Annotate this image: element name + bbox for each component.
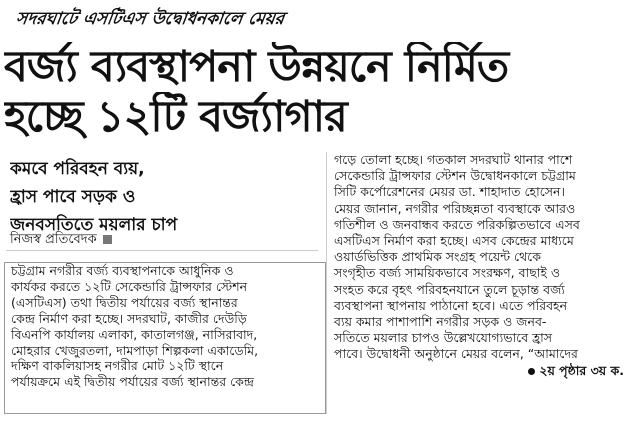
headline-line-1: বর্জ্য ব্যবস্থাপনা উন্নয়নে নির্মিত bbox=[4, 42, 509, 92]
article-headline bbox=[4, 42, 632, 142]
body-line: সিটি কর্পোরেশনের মেয়র ডা. শাহাদাত হোসেন। bbox=[334, 184, 565, 200]
body-line: পাবে। উদ্বোধনী অনুষ্ঠানে মেয়র বলেন, “আমাদের bbox=[334, 346, 578, 362]
bullet-icon bbox=[528, 368, 535, 375]
article-kicker: সদরঘাটে এসটিএস উদ্বোধনকালে মেয়র bbox=[14, 9, 286, 29]
subhead-line-2: হ্রাস পাবে সড়ক ও bbox=[10, 187, 136, 207]
body-line: মেয়র জানান, নগরীর পরিচ্ছন্নতা ব্যবস্থাকে আরও bbox=[334, 200, 576, 216]
body-line: মোহরার খেজুরতলা, দামপাড়া শিল্পকলা একাডেমি, bbox=[11, 342, 259, 358]
body-line: ব্যয় কমার পাশাপাশি নগরীর সড়ক ও জনব- bbox=[334, 314, 547, 330]
body-line: সেকেন্ডারি ট্রান্সফার স্টেশন উদ্বোধনকালে চট্টগ্রাম bbox=[334, 168, 576, 184]
body-line: গড়ে তোলা হচ্ছে। গতকাল সদরঘাট থানার পাশে bbox=[334, 152, 573, 167]
byline-text: নিজস্ব প্রতিবেদক bbox=[10, 232, 97, 247]
headline-line-2: হচ্ছে ১২টি বর্জ্যাগার bbox=[4, 92, 347, 142]
body-line: পর্যায়ক্রমে এই দ্বিতীয় পর্যায়ের বর্জ্য স্থানান্তর কেন্দ্র bbox=[11, 374, 255, 390]
body-column-left bbox=[4, 262, 326, 414]
body-line: গতিশীল ও জনবান্ধব করতে পরিকল্পিতভাবে এসব bbox=[334, 216, 580, 232]
body-line: কার্যকর করতে ১২টি সেকেন্ডারি ট্রান্সফার স্টেশন bbox=[11, 278, 248, 294]
body-line: (এসটিএস) তথা দ্বিতীয় পর্যায়ের বর্জ্য স্থানান্তর bbox=[11, 294, 238, 310]
body-line: এসটিএস নির্মাণ করা হচ্ছে। এসব কেন্দ্রের মাধ্যমে bbox=[334, 233, 574, 249]
subhead-line-1: কমবে পরিবহন ব্যয়, bbox=[10, 159, 145, 179]
article-subhead bbox=[10, 155, 315, 239]
body-line: ব্যবস্থাপনা স্থাপনায় পাঠানো হবে। এতে পরিবহন bbox=[334, 297, 568, 313]
body-line: সতিতে ময়লার চাপও উল্লেখযোগ্যভাবে হ্রাস bbox=[334, 330, 553, 346]
body-line: ওয়ার্ডভিত্তিক প্রাথমিক সংগ্রহ পয়েন্ট থেকে bbox=[334, 249, 541, 265]
square-bullet-icon bbox=[103, 235, 112, 244]
column-divider bbox=[326, 152, 327, 414]
continued-on-link[interactable] bbox=[330, 363, 630, 379]
body-line: চট্টগ্রাম নগরীর বর্জ্য ব্যবস্থাপনাকে আধুনিক ও bbox=[11, 263, 234, 278]
body-column-right bbox=[330, 152, 630, 414]
body-line: কেন্দ্র নির্মাণ করা হচ্ছে। সদরঘাট, কাজীর দেউড়ি bbox=[11, 310, 247, 326]
continued-on-text: ২য় পৃষ্ঠার ৩য় ক. bbox=[539, 362, 624, 378]
body-line: বিএনপি কার্যালয় এলাকা, কাতালগঞ্জ, নাসিরাবাদ, bbox=[11, 326, 258, 342]
body-line: দক্ষিণ বাকলিয়াসহ নগরীর মোট ১২টি স্থানে bbox=[11, 358, 224, 374]
byline bbox=[10, 231, 112, 249]
subhead-line-3: জনবসতিতে ময়লার চাপ bbox=[10, 215, 178, 235]
body-line: সংগৃহীত বর্জ্য সাময়িকভাবে সংরক্ষণ, বাছাই ও bbox=[334, 265, 561, 281]
body-line: সংহত করে বৃহৎ পরিবহনযানে তুলে চূড়ান্ত বর্জ্য bbox=[334, 281, 565, 297]
